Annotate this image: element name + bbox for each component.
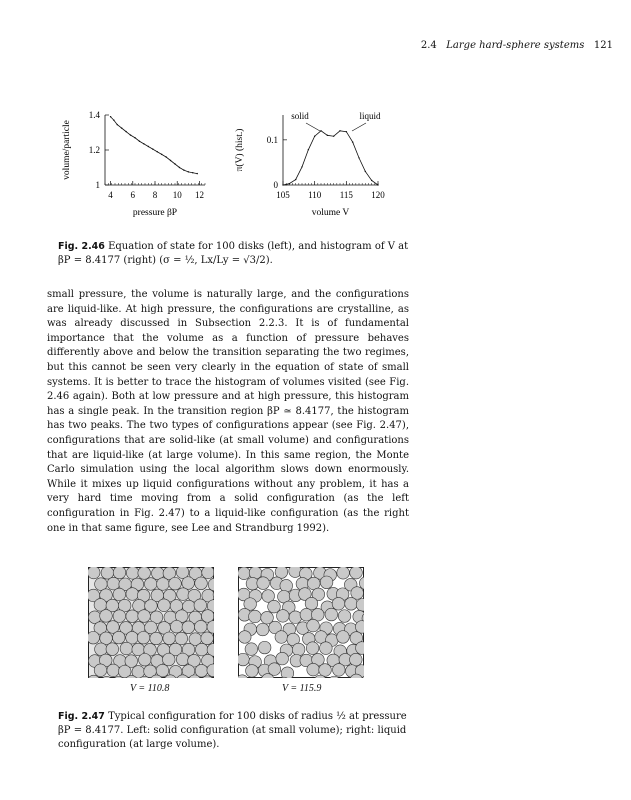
disk (275, 631, 288, 644)
disk (257, 577, 270, 590)
disk (333, 664, 346, 677)
data-point (157, 151, 158, 152)
x-tick-label: 120 (371, 190, 385, 200)
data-point (327, 135, 328, 136)
y-tick-label: 1 (95, 180, 100, 190)
equation-of-state-chart (55, 105, 225, 230)
disk (238, 653, 249, 666)
series-line (283, 131, 378, 185)
data-point (139, 141, 140, 142)
disk (137, 631, 150, 644)
disk (332, 597, 345, 610)
disk (276, 652, 289, 665)
volume-histogram-chart (228, 105, 398, 230)
x-axis-label: volume V (311, 208, 350, 218)
disk (100, 632, 113, 645)
disk (157, 578, 170, 591)
disk (268, 663, 281, 676)
disk (113, 588, 126, 601)
data-point (308, 149, 309, 150)
x-tick-label: 4 (108, 190, 113, 200)
disk (94, 599, 107, 612)
disk (300, 608, 313, 621)
y-tick-label: 1.2 (88, 145, 100, 155)
disk (307, 663, 320, 676)
disk (320, 576, 333, 589)
data-point (197, 173, 198, 174)
disk (106, 643, 119, 656)
annotation-solid: solid (291, 111, 309, 121)
disk (175, 632, 188, 645)
data-point (130, 134, 131, 135)
disk (126, 567, 139, 579)
disk (107, 664, 120, 677)
data-point (346, 131, 347, 132)
disk (94, 664, 107, 677)
disk (195, 643, 208, 656)
disk (88, 567, 100, 579)
x-tick-label: 110 (308, 190, 322, 200)
figure-2-47-text: Typical configuration for 100 disks of radius ½ at pressure βP = 8.4177. Left: solid configuration (at small volume); right: liquid configuration (at large volume). (58, 711, 407, 750)
data-point (314, 136, 315, 137)
disk (258, 641, 271, 654)
data-point (358, 157, 359, 158)
disk (100, 610, 113, 623)
figure-2-47-caption (58, 710, 414, 752)
data-point (165, 156, 166, 157)
data-point (121, 127, 122, 128)
data-point (333, 136, 334, 137)
disk (88, 631, 100, 644)
x-tick-label: 8 (152, 190, 158, 200)
solid-configuration-image (88, 567, 214, 678)
disk (126, 610, 139, 623)
disk (275, 567, 288, 578)
disk (113, 610, 126, 623)
data-point (110, 116, 111, 117)
section-number: 2.4 (420, 40, 437, 51)
disk (202, 567, 214, 579)
disk (307, 619, 320, 632)
disk (120, 642, 133, 655)
data-point (352, 141, 353, 142)
y-tick-label: 0 (273, 180, 278, 190)
disk (95, 643, 108, 656)
disk (245, 643, 258, 656)
annotation-liquid-pointer (352, 123, 366, 131)
data-point (365, 171, 366, 172)
disk (182, 577, 195, 590)
data-point (148, 146, 149, 147)
disk (158, 599, 171, 612)
disk (238, 631, 251, 644)
data-point (192, 172, 193, 173)
disk (238, 567, 250, 580)
data-point (320, 130, 321, 131)
x-axis-label: pressure βP (132, 208, 178, 218)
data-point (125, 131, 126, 132)
data-point (134, 137, 135, 138)
disk (338, 610, 351, 623)
data-point (174, 163, 175, 164)
data-point (188, 171, 189, 172)
disk (325, 608, 338, 621)
data-point (371, 180, 372, 181)
data-point (339, 130, 340, 131)
y-tick-label: 1.4 (88, 110, 100, 120)
disk (194, 599, 207, 612)
disk (201, 632, 214, 645)
disk (289, 611, 302, 624)
figure-2-46-text: Equation of state for 100 disks (left), and histogram of V at βP = 8.4177 (right) (σ = ½, Lx/Ly = √3/2). (58, 241, 409, 266)
data-point (183, 169, 184, 170)
disk (195, 577, 208, 590)
disk (176, 653, 189, 666)
x-tick-label: 6 (130, 190, 136, 200)
disk (112, 631, 125, 644)
disk (305, 597, 318, 610)
data-point (301, 166, 302, 167)
data-point (143, 143, 144, 144)
data-point (282, 184, 283, 185)
disk (177, 588, 190, 601)
annotation-solid-pointer (306, 123, 320, 131)
x-tick-label: 105 (276, 190, 290, 200)
body-paragraph: small pressure, the volume is naturally large, and the configurations are liquid-like. At high pressure, the configurations are crystalline, as was already discussed in Subsection 2.2.3. It is of fundamental importance that the volume as a function of pressure behaves differently above and below the transition separating the two regimes, but this cannot be seen very clearly in the equation of state of small systems. It is better to trace the histogram of volumes visited (see Fig. 2.46 again). Both at low pressure and at high pressure, this histogram has a single peak. In the transition region βP ≃ 8.4177, the histogram has two peaks. The two types of configurations appear (see Fig. 2.47), configurations that are solid-like (at small volume) and configurations that are liquid-like (at large volume). In this same region, the Monte Carlo simulation using the local algorithm slows down enormously. While it mixes up liquid configurations without any problem, it has a very hard time moving from a solid configuration (as the left configuration in Fig. 2.47) to a liquid-like configuration (as the right one in that same figure, see Lee and Strandburg 1992). (47, 289, 409, 534)
disk (319, 664, 332, 677)
x-tick-label: 115 (339, 190, 353, 200)
disk (138, 653, 151, 666)
data-point (113, 120, 114, 121)
y-axis-label: volume/particle (62, 120, 72, 180)
disk (113, 567, 126, 579)
disk (292, 643, 305, 656)
data-point (289, 183, 290, 184)
disk (126, 588, 139, 601)
liquid-volume-label: V = 115.9 (282, 683, 322, 694)
disk (320, 642, 333, 655)
solid-volume-label: V = 110.8 (130, 683, 170, 694)
data-point (117, 124, 118, 125)
disk (280, 579, 293, 592)
figure-2-46-caption (58, 240, 418, 268)
data-point (152, 148, 153, 149)
figure-2-46-label: Fig. 2.46 (58, 241, 105, 252)
page-number: 121 (593, 40, 613, 51)
data-point (377, 184, 378, 185)
disk (268, 600, 281, 613)
disk (256, 623, 269, 636)
disk (249, 610, 262, 623)
body-text (47, 288, 409, 536)
disk (194, 620, 207, 633)
running-header (47, 40, 613, 56)
disk (150, 632, 163, 645)
series-line (111, 117, 198, 174)
x-tick-label: 10 (172, 190, 182, 200)
disk (144, 578, 157, 591)
disk (170, 620, 183, 633)
y-tick-label: 0.1 (266, 134, 278, 145)
data-point (179, 167, 180, 168)
disk (337, 567, 350, 579)
liquid-configuration-image (238, 567, 364, 678)
disk (277, 610, 290, 623)
data-point (161, 154, 162, 155)
disk (138, 610, 151, 623)
disk (281, 667, 294, 678)
y-axis-label: π(V) (hist.) (235, 128, 245, 172)
x-tick-label: 12 (194, 190, 204, 200)
disk (345, 597, 358, 610)
data-point (170, 160, 171, 161)
disk (169, 577, 182, 590)
disk (306, 642, 319, 655)
disk (337, 631, 350, 644)
disk (163, 632, 176, 645)
disk (138, 567, 151, 579)
section-title: Large hard-sphere systems (446, 40, 585, 51)
disk (107, 577, 120, 590)
data-point (295, 179, 296, 180)
disk (350, 653, 363, 666)
figure-2-47-label: Fig. 2.47 (58, 711, 105, 722)
disk (246, 665, 259, 678)
disk (162, 653, 175, 666)
annotation-liquid: liquid (359, 111, 381, 121)
disk (182, 621, 195, 634)
disk (201, 610, 214, 623)
disk (350, 567, 363, 579)
